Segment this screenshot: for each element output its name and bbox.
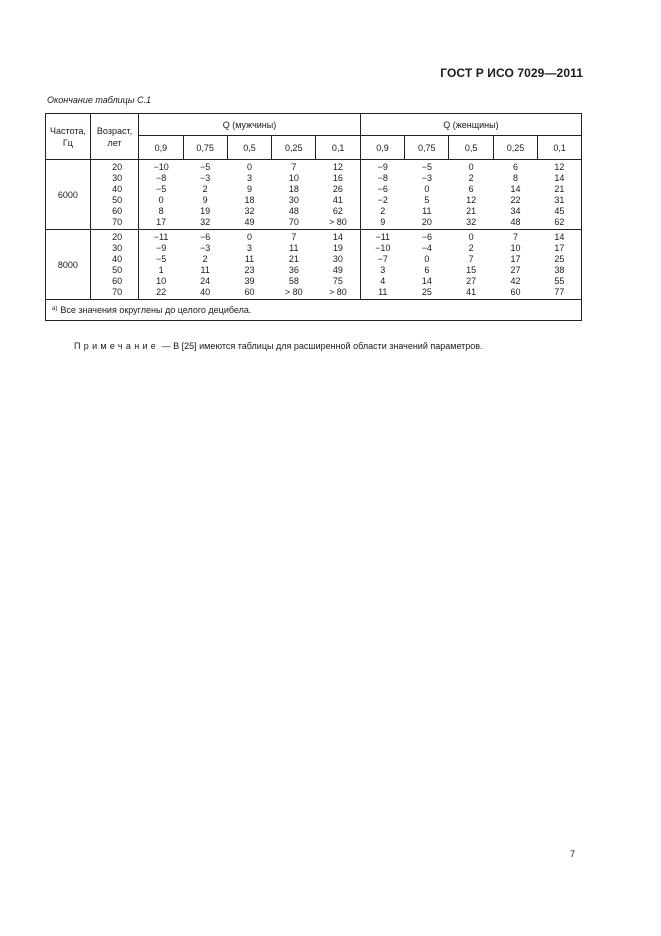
footnote-row (46, 300, 581, 321)
value-cell (405, 230, 449, 300)
threshold-value: 18 (288, 184, 299, 194)
value-cell (227, 230, 271, 300)
age-cell (90, 230, 138, 300)
threshold-value: 14 (332, 232, 343, 242)
threshold-value: 8 (158, 206, 164, 216)
threshold-value: 22 (156, 287, 167, 297)
threshold-value: 30 (288, 195, 299, 205)
threshold-value: −4 (421, 243, 432, 253)
threshold-value: −9 (155, 243, 167, 253)
value-cell (538, 230, 581, 300)
threshold-value: 21 (466, 206, 477, 216)
threshold-value: 9 (380, 217, 386, 227)
threshold-value: 21 (288, 254, 299, 264)
threshold-value: −6 (200, 232, 211, 242)
threshold-value: −5 (155, 254, 167, 264)
header-frequency: Частота, Гц (49, 125, 86, 148)
table-row (46, 160, 581, 230)
header-quantile: 0,75 (183, 136, 227, 160)
threshold-value: 0 (424, 184, 430, 194)
threshold-value: > 80 (329, 217, 347, 227)
threshold-value: 3 (380, 265, 386, 275)
threshold-value: 25 (554, 254, 565, 264)
threshold-value: 34 (510, 206, 521, 216)
threshold-value: −5 (200, 162, 211, 172)
value-cell (449, 160, 493, 230)
threshold-value: 49 (244, 217, 255, 227)
value-cell (139, 160, 183, 230)
threshold-value: 0 (424, 254, 430, 264)
document-code: ГОСТ Р ИСО 7029—2011 (440, 66, 583, 80)
threshold-value: 0 (158, 195, 164, 205)
threshold-value: 41 (466, 287, 477, 297)
threshold-value: −3 (200, 173, 211, 183)
threshold-value: 7 (291, 162, 297, 172)
value-cell (272, 160, 316, 230)
header-quantile: 0,25 (272, 136, 316, 160)
threshold-value: 70 (288, 217, 299, 227)
threshold-value: 11 (289, 243, 299, 253)
threshold-value: 48 (510, 217, 521, 227)
threshold-value: −11 (153, 232, 169, 242)
threshold-value: 12 (554, 162, 565, 172)
footnote-text: Все значения округлены до целого децибела. (60, 305, 252, 315)
header-quantile: 0,1 (316, 136, 360, 160)
age-value: 70 (112, 217, 123, 227)
threshold-value: 19 (332, 243, 343, 253)
threshold-value: 17 (554, 243, 565, 253)
threshold-value: 6 (512, 162, 518, 172)
threshold-value: −8 (155, 173, 167, 183)
value-cell (139, 230, 183, 300)
threshold-value: 31 (554, 195, 565, 205)
threshold-value: 1 (158, 265, 164, 275)
note-paragraph (74, 341, 483, 351)
threshold-value: 75 (332, 276, 343, 286)
age-value: 50 (112, 265, 123, 275)
threshold-value: 14 (421, 276, 432, 286)
threshold-value: 14 (554, 232, 565, 242)
threshold-value: −10 (375, 243, 391, 253)
threshold-value: 41 (332, 195, 343, 205)
threshold-value: > 80 (329, 287, 347, 297)
age-value: 20 (112, 232, 123, 242)
threshold-value: −6 (377, 184, 388, 194)
threshold-value: 55 (554, 276, 565, 286)
threshold-value: 5 (424, 195, 430, 205)
age-value: 40 (112, 254, 123, 264)
threshold-value: −3 (200, 243, 211, 253)
value-cell (360, 160, 404, 230)
age-value: 60 (112, 206, 123, 216)
threshold-value: −2 (377, 195, 388, 205)
age-value: 40 (112, 184, 123, 194)
header-quantile: 0,5 (227, 136, 271, 160)
threshold-value: 36 (288, 265, 299, 275)
threshold-value: 26 (332, 184, 343, 194)
threshold-value: 62 (554, 217, 565, 227)
threshold-value: 62 (332, 206, 343, 216)
value-cell (538, 160, 581, 230)
threshold-value: 32 (244, 206, 255, 216)
threshold-value: 11 (422, 206, 432, 216)
threshold-value: −5 (421, 162, 432, 172)
threshold-value: −3 (421, 173, 432, 183)
threshold-value: 9 (246, 184, 252, 194)
header-quantile: 0,9 (360, 136, 404, 160)
threshold-value: 12 (332, 162, 343, 172)
footnote (46, 300, 581, 321)
age-value: 50 (112, 195, 123, 205)
threshold-value: 8 (512, 173, 518, 183)
threshold-value: 4 (380, 276, 386, 286)
threshold-value: 60 (510, 287, 521, 297)
age-value: 60 (112, 276, 123, 286)
threshold-value: −8 (377, 173, 388, 183)
table-row (46, 230, 581, 300)
threshold-value: 14 (510, 184, 521, 194)
threshold-value: 32 (466, 217, 477, 227)
threshold-value: 6 (424, 265, 430, 275)
threshold-value: −10 (153, 162, 169, 172)
threshold-value: 11 (378, 287, 388, 297)
value-cell (405, 160, 449, 230)
threshold-value: 17 (510, 254, 521, 264)
threshold-value: 10 (510, 243, 521, 253)
threshold-value: 2 (202, 184, 208, 194)
note-lead: Примечание (74, 341, 160, 351)
age-value: 70 (112, 287, 123, 297)
threshold-value: 27 (466, 276, 477, 286)
threshold-value: 14 (554, 173, 565, 183)
threshold-value: 0 (246, 232, 252, 242)
header-men: Q (мужчины) (139, 114, 361, 136)
value-cell (493, 160, 537, 230)
threshold-value: 2 (380, 206, 386, 216)
threshold-value: 0 (468, 232, 474, 242)
threshold-value: 19 (200, 206, 211, 216)
threshold-value: 32 (200, 217, 211, 227)
threshold-value: 49 (332, 265, 343, 275)
threshold-value: 2 (468, 173, 474, 183)
header-quantile: 0,75 (405, 136, 449, 160)
table-caption: Окончание таблицы С.1 (47, 95, 151, 105)
threshold-value: 11 (200, 265, 210, 275)
threshold-value: 3 (246, 243, 252, 253)
threshold-value: > 80 (284, 287, 303, 297)
age-value: 30 (112, 243, 123, 253)
value-cell (360, 230, 404, 300)
threshold-value: 42 (510, 276, 521, 286)
threshold-value: 24 (200, 276, 211, 286)
threshold-value: 39 (244, 276, 255, 286)
threshold-value: 0 (246, 162, 252, 172)
threshold-value: 18 (244, 195, 255, 205)
threshold-value: 21 (554, 184, 565, 194)
value-cell (272, 230, 316, 300)
threshold-value: 6 (468, 184, 474, 194)
threshold-value: 2 (202, 254, 208, 264)
age-value: 30 (112, 173, 123, 183)
threshold-value: 77 (554, 287, 565, 297)
threshold-value: −9 (377, 162, 388, 172)
threshold-value: −7 (377, 254, 388, 264)
header-women: Q (женщины) (360, 114, 581, 136)
threshold-value: 27 (510, 265, 521, 275)
threshold-value: 10 (288, 173, 299, 183)
header-quantile: 0,25 (493, 136, 537, 160)
header-quantile: 0,9 (139, 136, 183, 160)
page-number: 7 (570, 849, 576, 859)
threshold-value: 38 (554, 265, 565, 275)
data-table (45, 113, 582, 321)
threshold-value: 58 (288, 276, 299, 286)
threshold-value: 2 (468, 243, 474, 253)
value-cell (183, 230, 227, 300)
header-quantile: 0,5 (449, 136, 493, 160)
threshold-value: 16 (332, 173, 343, 183)
frequency-cell: 8000 (46, 230, 90, 300)
threshold-value: 7 (512, 232, 518, 242)
threshold-value: 23 (244, 265, 255, 275)
note-text: — В [25] имеются таблицы для расширенной области значений параметров. (159, 341, 483, 351)
age-cell (90, 160, 138, 230)
threshold-value: 0 (468, 162, 474, 172)
threshold-value: 22 (510, 195, 521, 205)
header-quantile: 0,1 (538, 136, 581, 160)
age-value: 20 (112, 162, 123, 172)
threshold-value: 40 (200, 287, 211, 297)
footnote-mark: a) (52, 306, 58, 312)
threshold-value: 3 (246, 173, 252, 183)
value-cell (227, 160, 271, 230)
value-cell (316, 160, 360, 230)
value-cell (449, 230, 493, 300)
threshold-value: 25 (421, 287, 432, 297)
threshold-value: 45 (554, 206, 565, 216)
threshold-value: 30 (332, 254, 343, 264)
frequency-cell: 6000 (46, 160, 90, 230)
threshold-value: 15 (466, 265, 477, 275)
threshold-value: 9 (202, 195, 208, 205)
value-cell (316, 230, 360, 300)
threshold-value: 7 (291, 232, 297, 242)
threshold-value: −6 (421, 232, 432, 242)
threshold-value: 11 (244, 254, 255, 264)
threshold-value: 48 (288, 206, 299, 216)
threshold-value: 10 (156, 276, 167, 286)
hearing-threshold-table (46, 114, 581, 320)
threshold-value: 12 (466, 195, 477, 205)
threshold-value: 60 (244, 287, 255, 297)
threshold-value: 7 (468, 254, 474, 264)
value-cell (493, 230, 537, 300)
threshold-value: 20 (421, 217, 432, 227)
threshold-value: −5 (155, 184, 167, 194)
threshold-value: 17 (156, 217, 167, 227)
header-age: Возраст, лет (90, 114, 138, 160)
value-cell (183, 160, 227, 230)
threshold-value: −11 (375, 232, 391, 242)
